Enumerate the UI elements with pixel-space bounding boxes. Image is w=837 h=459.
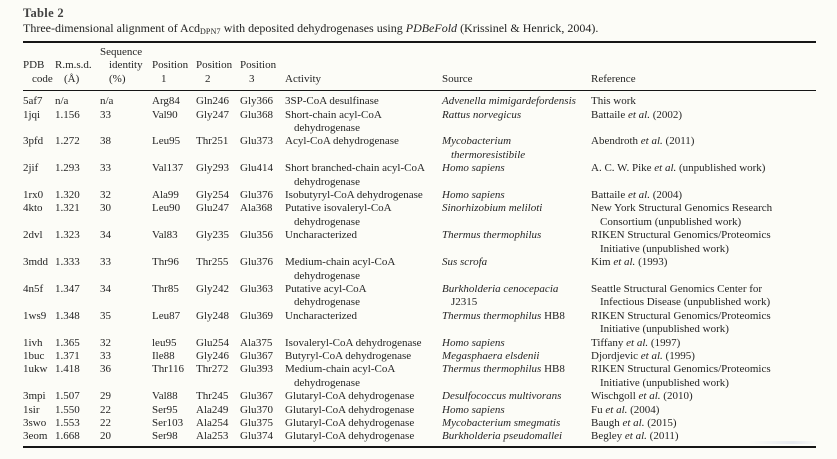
header-position-3: Position 3 <box>240 42 285 91</box>
cell-source: Homo sapiens <box>442 336 505 349</box>
cell-pdb-code: 5af7 <box>23 95 43 108</box>
table-row <box>23 350 816 363</box>
cell-position-2: Thr255 <box>196 256 229 269</box>
cell-source: Homo sapiens <box>442 162 505 175</box>
cell-position-3: Ala375 <box>240 336 273 349</box>
cell-position-1: leu95 <box>152 336 177 349</box>
cell-pdb-code: 1buc <box>23 349 45 362</box>
cell-activity: Glutaryl-CoA dehydrogenase <box>285 430 415 443</box>
table-header <box>23 42 816 91</box>
cell-seq-identity: 22 <box>100 416 111 429</box>
cell-activity: Putative acyl-CoA dehydrogenase <box>285 282 367 309</box>
cell-pdb-code: 1ukw <box>23 363 48 376</box>
header-source: Source <box>442 42 591 91</box>
cell-reference: Wischgoll et al. (2010) <box>591 390 693 403</box>
cell-rmsd: 1.293 <box>55 162 80 175</box>
cell-rmsd: 1.418 <box>55 363 80 376</box>
cell-activity: Glutaryl-CoA dehydrogenase <box>285 403 415 416</box>
cell-source: Sus scrofa <box>442 256 488 269</box>
table-row <box>23 256 816 283</box>
header-pdb-code: PDB code <box>23 42 55 91</box>
cell-position-3: Gly366 <box>240 95 273 108</box>
cell-pdb-code: 1rx0 <box>23 189 44 202</box>
cell-position-1: Val88 <box>152 390 178 403</box>
cell-source: Homo sapiens <box>442 403 505 416</box>
cell-pdb-code: 3mdd <box>23 256 49 269</box>
cell-seq-identity: 20 <box>100 430 111 443</box>
cell-position-2: Gly246 <box>196 349 229 362</box>
cell-source: Megasphaera elsdenii <box>442 349 540 362</box>
table-row <box>23 202 816 229</box>
cell-seq-identity: 30 <box>100 202 111 215</box>
cell-rmsd: n/a <box>55 95 69 108</box>
table-row <box>23 229 816 256</box>
cell-seq-identity: 33 <box>100 162 111 175</box>
cell-rmsd: 1.320 <box>55 189 80 202</box>
cell-pdb-code: 1ivh <box>23 336 43 349</box>
cell-pdb-code: 1ws9 <box>23 309 47 322</box>
cell-position-1: Val83 <box>152 229 178 242</box>
table-row <box>23 162 816 189</box>
cell-position-2: Gly247 <box>196 108 229 121</box>
cell-source: Thermus thermophilus HB8 <box>442 363 565 376</box>
cell-pdb-code: 4kto <box>23 202 43 215</box>
cell-position-2: Thr251 <box>196 135 229 148</box>
table-row <box>23 390 816 403</box>
cell-reference: Battaile et al. (2002) <box>591 108 683 121</box>
cell-seq-identity: 38 <box>100 135 111 148</box>
cell-position-1: Val90 <box>152 108 178 121</box>
cell-activity: Glutaryl-CoA dehydrogenase <box>285 416 415 429</box>
cell-pdb-code: 2dvl <box>23 229 43 242</box>
cell-position-3: Glu374 <box>240 430 273 443</box>
cell-seq-identity: 36 <box>100 363 111 376</box>
cell-source: Thermus thermophilus HB8 <box>442 309 565 322</box>
cell-position-2: Gly235 <box>196 229 229 242</box>
cell-activity: Putative isovaleryl-CoA dehydrogenase <box>285 202 392 228</box>
cell-position-2: Ala254 <box>196 416 229 429</box>
header-position-2: Position 2 <box>196 42 240 91</box>
cell-pdb-code: 3eom <box>23 430 48 443</box>
cell-reference: RIKEN Structural Genomics/Proteomics Initiative (unpublished work) <box>591 363 771 389</box>
cell-position-3: Glu373 <box>240 135 273 148</box>
cell-reference: Kim et al. (1993) <box>591 256 668 269</box>
cell-source: Burkholderia pseudomallei <box>442 430 563 443</box>
cell-position-2: Thr272 <box>196 363 229 376</box>
cell-rmsd: 1.156 <box>55 108 80 121</box>
cell-position-2: Gly254 <box>196 189 229 202</box>
cell-seq-identity: 33 <box>100 349 111 362</box>
cell-source: Burkholderia cenocepacia J2315 <box>442 282 559 309</box>
cell-source: Rattus norvegicus <box>442 108 522 121</box>
cell-activity: Isovaleryl-CoA dehydrogenase <box>285 336 422 349</box>
cell-activity: Uncharacterized <box>285 229 358 242</box>
cell-position-2: Glu247 <box>196 202 229 215</box>
cell-position-2: Glu254 <box>196 336 229 349</box>
cell-reference: Baugh et al. (2015) <box>591 416 677 429</box>
cell-position-3: Glu370 <box>240 403 273 416</box>
table-row <box>23 310 816 337</box>
cell-rmsd: 1.365 <box>55 336 80 349</box>
table-row <box>23 404 816 417</box>
cell-seq-identity: 34 <box>100 229 111 242</box>
cell-seq-identity: 22 <box>100 403 111 416</box>
cell-seq-identity: 32 <box>100 189 111 202</box>
cell-pdb-code: 3pfd <box>23 135 44 148</box>
cell-position-1: Leu87 <box>152 309 181 322</box>
cell-activity: Butyryl-CoA dehydrogenase <box>285 349 412 362</box>
cell-activity: Isobutyryl-CoA dehydrogenase <box>285 189 423 202</box>
cell-reference: Fu et al. (2004) <box>591 403 660 416</box>
cell-position-2: Thr245 <box>196 390 229 403</box>
cell-position-2: Gly293 <box>196 162 229 175</box>
cell-position-3: Glu356 <box>240 229 273 242</box>
header-row <box>23 42 816 91</box>
cell-position-3: Ala368 <box>240 202 273 215</box>
cell-activity: Short-chain acyl-CoA dehydrogenase <box>285 108 382 135</box>
cell-reference: A. C. W. Pike et al. (unpublished work) <box>591 162 766 175</box>
cell-reference: RIKEN Structural Genomics/Proteomics Initiative (unpublished work) <box>591 229 771 255</box>
table-row <box>23 135 816 162</box>
table-number: Table 2 <box>23 6 64 20</box>
cell-pdb-code: 3swo <box>23 416 47 429</box>
table-row <box>23 363 816 390</box>
cell-seq-identity: 35 <box>100 309 111 322</box>
header-sequence-identity: Sequence identity (%) <box>100 42 152 91</box>
cell-position-2: Gly242 <box>196 282 229 295</box>
table-row <box>23 430 816 446</box>
cell-position-3: Glu367 <box>240 390 273 403</box>
cell-position-2: Ala249 <box>196 403 229 416</box>
cell-activity: Medium-chain acyl-CoA dehydrogenase <box>285 363 396 389</box>
table-row <box>23 91 816 109</box>
cell-position-1: Ser95 <box>152 403 178 416</box>
cell-rmsd: 1.272 <box>55 135 80 148</box>
cell-position-3: Glu367 <box>240 349 273 362</box>
cell-rmsd: 1.333 <box>55 256 80 269</box>
alignment-table <box>23 41 816 448</box>
cell-position-1: Ala99 <box>152 189 179 202</box>
cell-position-1: Ser98 <box>152 430 178 443</box>
alignment-table-wrap <box>23 41 816 448</box>
header-reference: Reference <box>591 42 816 91</box>
cell-rmsd: 1.553 <box>55 416 80 429</box>
cell-reference: This work <box>591 95 636 108</box>
cell-reference: Battaile et al. (2004) <box>591 189 683 202</box>
table-row <box>23 337 816 350</box>
cell-pdb-code: 1sir <box>23 403 40 416</box>
cell-pdb-code: 1jqi <box>23 108 41 121</box>
cell-pdb-code: 4n5f <box>23 282 44 295</box>
cell-source: Desulfococcus multivorans <box>442 390 562 403</box>
cell-rmsd: 1.323 <box>55 229 80 242</box>
cell-rmsd: 1.668 <box>55 430 80 443</box>
cell-activity: Glutaryl-CoA dehydrogenase <box>285 390 415 403</box>
cell-source: Mycobacterium smegmatis <box>442 416 561 429</box>
table-row <box>23 109 816 136</box>
cell-position-3: Glu393 <box>240 363 273 376</box>
cell-rmsd: 1.347 <box>55 282 80 295</box>
table-row <box>23 283 816 310</box>
cell-position-3: Glu414 <box>240 162 273 175</box>
cell-reference: New York Structural Genomics Research Consortium (unpublished work) <box>591 202 773 228</box>
cell-pdb-code: 3mpi <box>23 390 46 403</box>
cell-reference: Tiffany et al. (1997) <box>591 336 681 349</box>
cell-position-3: Glu363 <box>240 282 273 295</box>
header-rmsd: R.m.s.d. (Å) <box>55 42 100 91</box>
cell-position-1: Thr116 <box>152 363 184 376</box>
cell-position-1: Leu90 <box>152 202 181 215</box>
cell-position-2: Gln246 <box>196 95 229 108</box>
cell-position-1: Arg84 <box>152 95 180 108</box>
cell-rmsd: 1.321 <box>55 202 80 215</box>
cell-reference: Djordjevic et al. (1995) <box>591 349 695 362</box>
table-body <box>23 91 816 447</box>
cell-rmsd: 1.550 <box>55 403 80 416</box>
cell-source: Advenella mimigardefordensis <box>442 95 576 108</box>
cell-position-1: Ser103 <box>152 416 184 429</box>
cell-position-3: Glu376 <box>240 189 273 202</box>
cell-seq-identity: 33 <box>100 108 111 121</box>
cell-rmsd: 1.371 <box>55 349 80 362</box>
cell-source: Mycobacterium thermoresistibile <box>442 135 526 161</box>
cell-rmsd: 1.348 <box>55 309 80 322</box>
cell-position-2: Gly248 <box>196 309 229 322</box>
cell-reference: Begley et al. (2011) <box>591 430 679 443</box>
cell-reference: RIKEN Structural Genomics/Proteomics Initiative (unpublished work) <box>591 309 771 336</box>
table-row <box>23 417 816 430</box>
cell-position-1: Leu95 <box>152 135 181 148</box>
cell-rmsd: 1.507 <box>55 390 80 403</box>
cell-position-1: Ile88 <box>152 349 175 362</box>
cell-pdb-code: 2jif <box>23 162 39 175</box>
cell-activity: Acyl-CoA dehydrogenase <box>285 135 399 148</box>
cell-seq-identity: 34 <box>100 282 111 295</box>
cell-seq-identity: 32 <box>100 336 111 349</box>
cell-position-1: Thr85 <box>152 282 179 295</box>
cell-position-3: Glu369 <box>240 309 273 322</box>
cell-position-3: Glu376 <box>240 256 273 269</box>
cell-source: Homo sapiens <box>442 189 505 202</box>
cell-activity: Medium-chain acyl-CoA dehydrogenase <box>285 256 396 282</box>
header-position-1: Position 1 <box>152 42 196 91</box>
header-activity: Activity <box>285 42 442 91</box>
cell-reference: Seattle Structural Genomics Center for Infectious Disease (unpublished work) <box>591 282 771 309</box>
cell-activity: Uncharacterized <box>285 309 358 322</box>
cell-position-3: Glu368 <box>240 108 273 121</box>
cell-seq-identity: 33 <box>100 256 111 269</box>
table-caption: Three-dimensional alignment of Acd$_{DPN7}$ with deposited dehydrogenases using PDBeFold (Krissinel & Henrick, 2004). <box>23 21 599 36</box>
table-row <box>23 189 816 202</box>
cell-position-3: Glu375 <box>240 416 273 429</box>
cell-seq-identity: 29 <box>100 390 111 403</box>
cell-position-1: Thr96 <box>152 256 179 269</box>
cell-source: Sinorhizobium meliloti <box>442 202 543 215</box>
cell-source: Thermus thermophilus <box>442 229 542 242</box>
cell-reference: Abendroth et al. (2011) <box>591 135 695 148</box>
cell-activity: 3SP-CoA desulfinase <box>285 95 379 108</box>
cell-activity: Short branched-chain acyl-CoA dehydrogenase <box>285 162 425 188</box>
cell-position-2: Ala253 <box>196 430 229 443</box>
cell-seq-identity: n/a <box>100 95 114 108</box>
cell-position-1: Val137 <box>152 162 184 175</box>
